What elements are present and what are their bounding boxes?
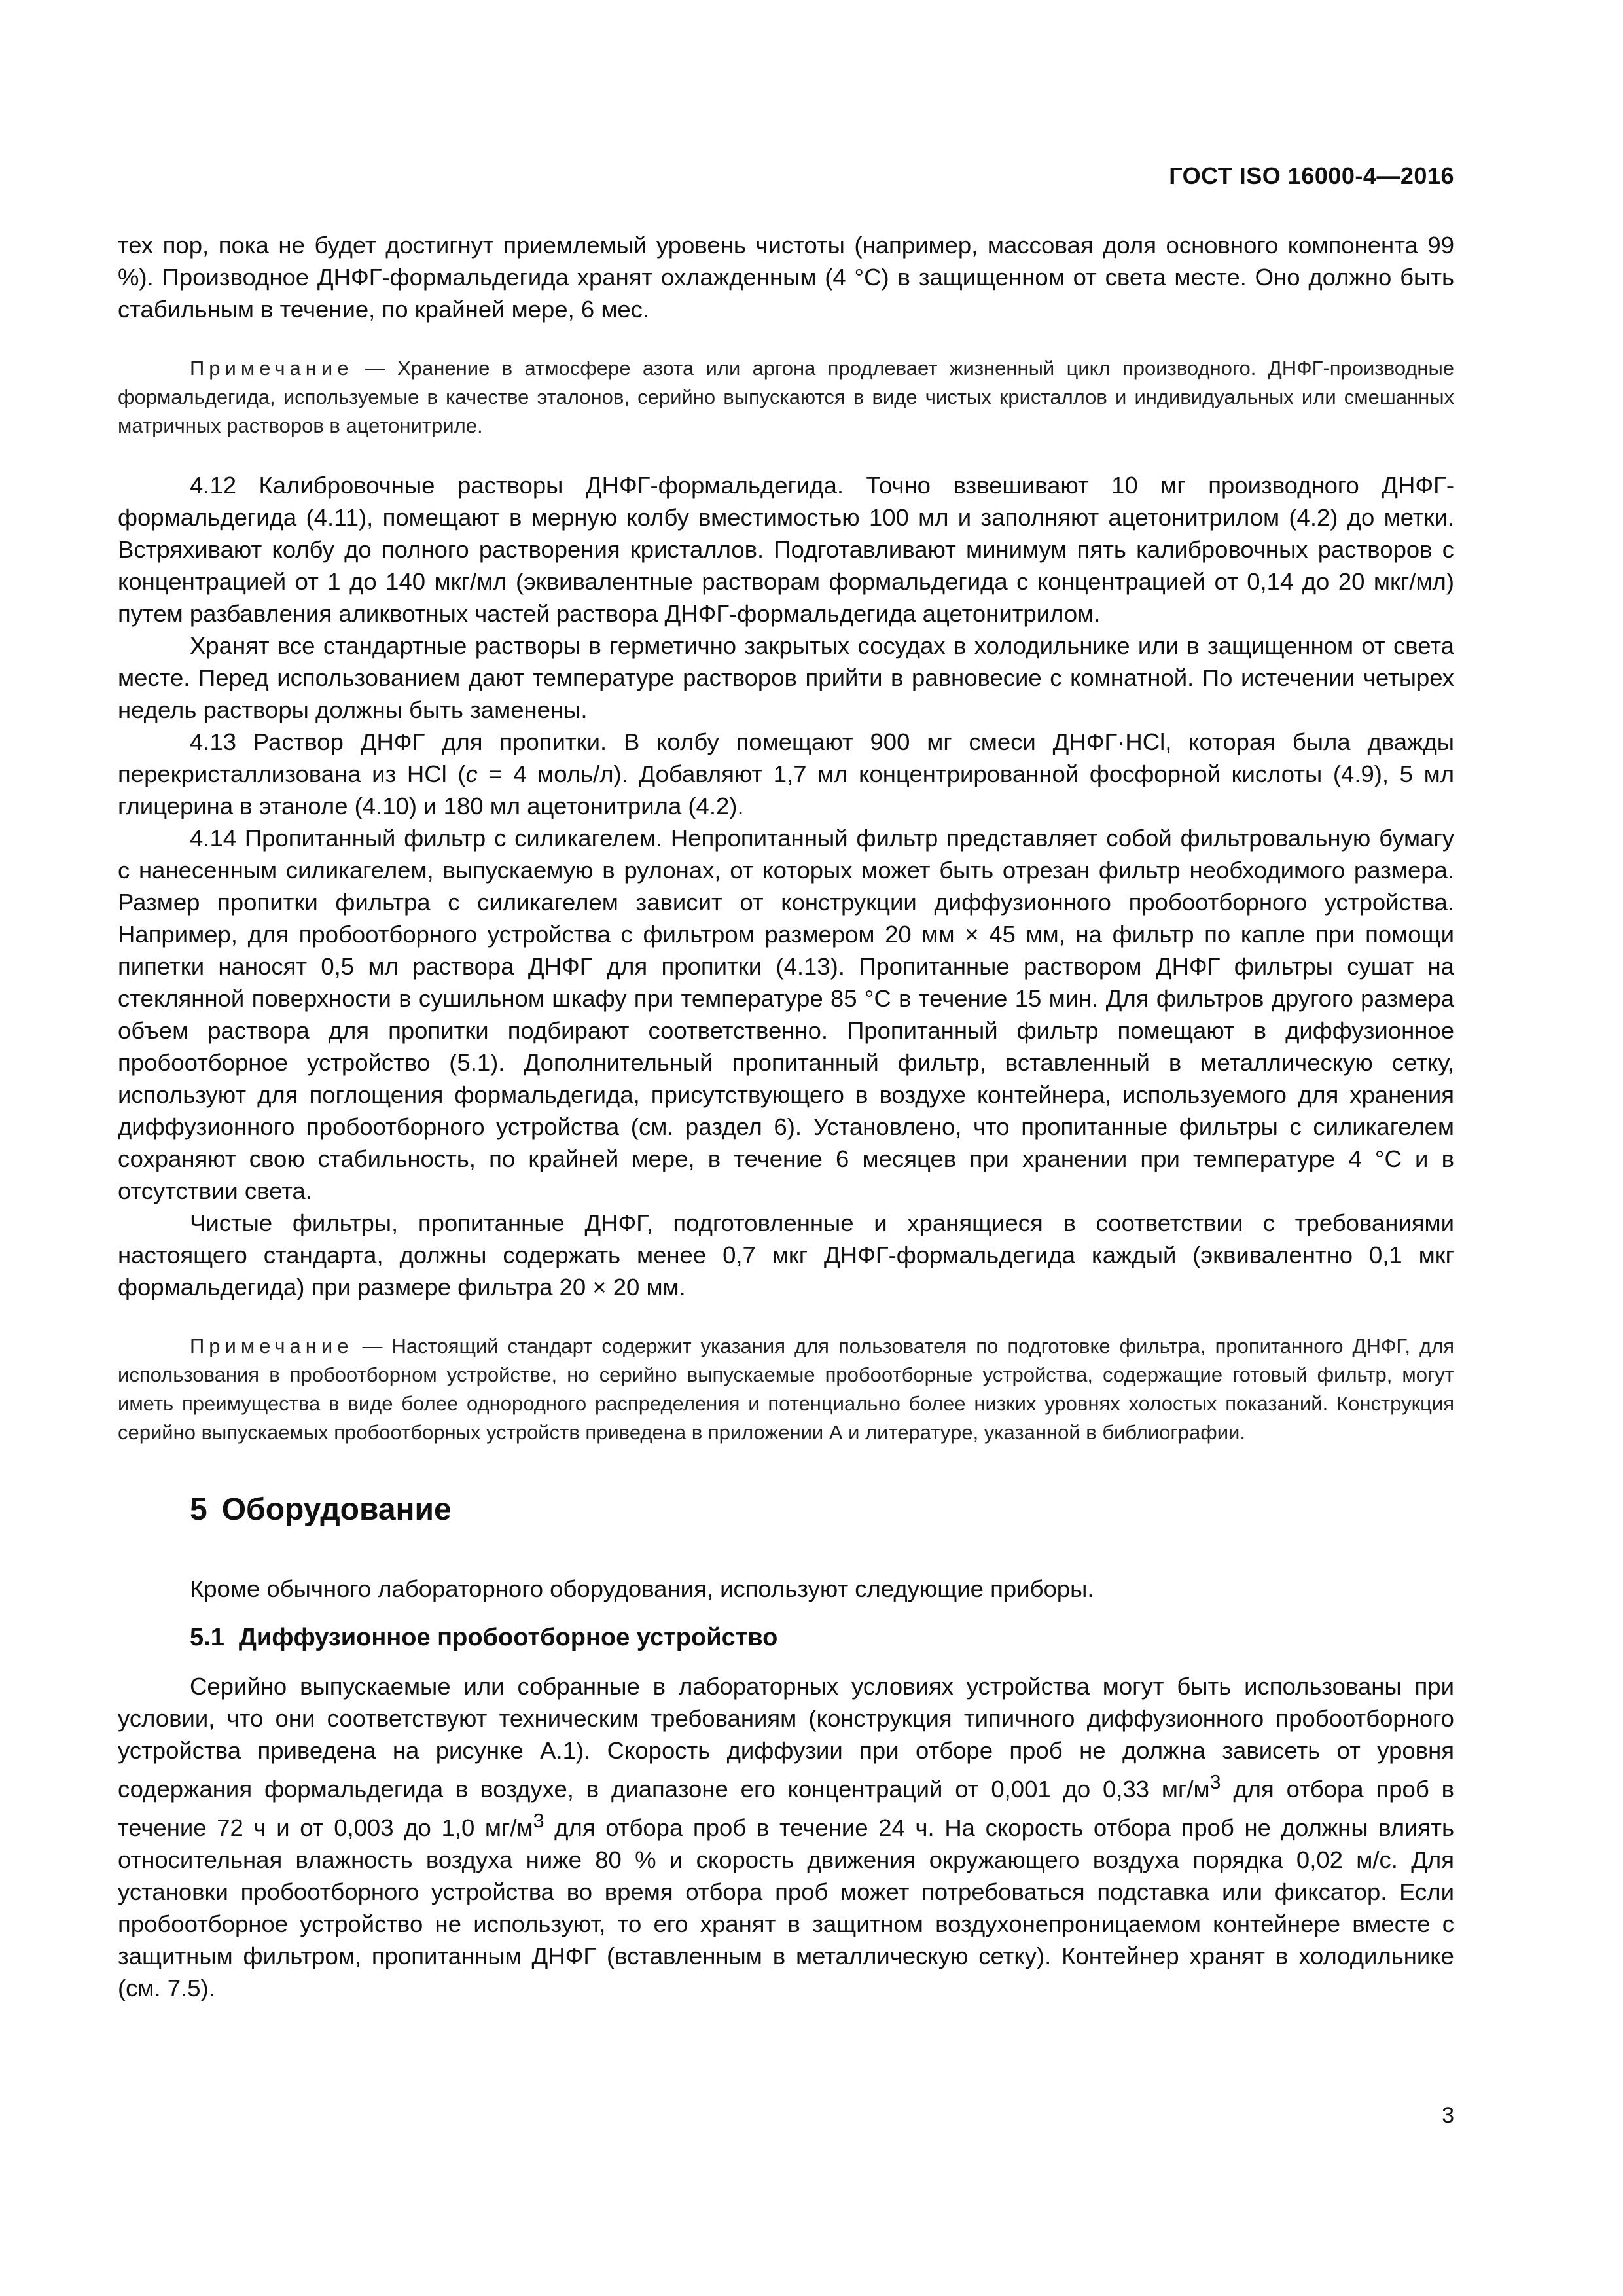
subsection-number: 5.1 — [190, 1624, 224, 1651]
note-2 — [118, 1332, 1454, 1447]
running-header: ГОСТ ISO 16000-4—2016 — [1169, 162, 1454, 189]
section-5-intro: Кроме обычного лабораторного оборудования, используют следующие приборы. — [190, 1575, 1094, 1602]
section-title: Оборудование — [221, 1492, 452, 1527]
page-content — [118, 229, 1454, 2004]
page-number: 3 — [1442, 2103, 1454, 2128]
clause-5-1-text: Серийно выпускаемые или собранные в лабораторных условиях устройства могут быть использованы при условии, что они соответствуют техническим требованиям (конструкция типичного диффузионного пробоотборного устройства приведена на рисунке А.1). Скорость диффузии при отборе проб не должна зависеть от уровня содержания формальдегида в воздухе, в диапазоне его концентраций от 0,001 до 0,33 $мг/м^3$ для отбора проб в течение 72 ч и от 0,003 до 1,0 $мг/м^3$ для отбора проб в течение 24 ч. На скорость отбора проб не должны влиять относительная влажность воздуха ниже 80 % и скорость движения окружающего воздуха порядка 0,02 м/с. Для установки пробоотборного устройства во время отбора проб может потребоваться подставка или фиксатор. Если пробоотборное устройство не используют, то его хранят в защитном воздухонепроницаемом контейнере вместе с защитным фильтром, пропитанным ДНФГ (вставленным в металлическую сетку). Контейнер хранят в холодильнике (см. 7.5). — [118, 1673, 1455, 2002]
note-text: — Хранение в атмосфере азота или аргона продлевает жизненный цикл производного. ДНФГ-производные формальдегида, используемые в качестве эталонов, серийно выпускаются в виде чистых кристаллов и индивидуальных или смешанных матричных растворов в ацетонитриле. — [118, 357, 1454, 437]
section-number: 5 — [190, 1492, 207, 1527]
clause-4-14-blank-filters: Чистые фильтры, пропитанные ДНФГ, подготовленные и хранящиеся в соответствии с требованиями настоящего стандарта, должны содержать менее 0,7 мкг ДНФГ-формальдегида каждый (эквивалентно 0,1 мкг формальдегида) при размере фильтра 20 × 20 мм. — [118, 1210, 1454, 1300]
clause-4-12: 4.12 Калибровочные растворы ДНФГ-формальдегида. Точно взвешивают 10 мг производного ДНФГ-формальдегида (4.11), помещают в мерную колбу вместимостью 100 мл и заполняют ацетонитрилом (4.2) до метки. Встряхивают колбу до полного растворения кристаллов. Подготавливают минимум пять калибровочных растворов с концентрацией от 1 до 140 мкг/мл (эквивалентные растворам формальдегида с концентрацией от 0,14 до 20 мкг/мл) путем разбавления аликвотных частей раствора ДНФГ-формальдегида ацетонитрилом. — [118, 472, 1454, 627]
paragraph-continuation: тех пор, пока не будет достигнут приемлемый уровень чистоты (например, массовая доля основного компонента 99 %). Производное ДНФГ-формальдегида хранят охлажденным (4 °С) в защищенном от света месте. Оно должно быть стабильным в течение, по крайней мере, 6 мес. — [118, 232, 1454, 323]
clause-4-13: 4.13 Раствор ДНФГ для пропитки. В колбу помещают 900 мг смеси ДНФГ·HCl, которая была дважды перекристаллизована из HCl (с = 4 моль/л). Добавляют 1,7 мл концентрированной фосфорной кислоты (4.9), 5 мл глицерина в этаноле (4.10) и 180 мл ацетонитрила (4.2). — [118, 728, 1454, 819]
subsection-5-1-heading — [118, 1621, 1454, 1655]
clause-4-12-storage: Хранят все стандартные растворы в герметично закрытых сосудах в холодильнике или в защищенном от света месте. Перед использованием дают температуре растворов прийти в равновесие с комнатной. По истечении четырех недель растворы должны быть заменены. — [118, 632, 1454, 723]
section-5-heading — [118, 1490, 1454, 1530]
clause-4-14: 4.14 Пропитанный фильтр с силикагелем. Непропитанный фильтр представляет собой фильтровальную бумагу с нанесенным силикагелем, выпускаемую в рулонах, от которых может быть отрезан фильтр необходимого размера. Размер пропитки фильтра с силикагелем зависит от конструкции диффузионного пробоотборного устройства. Например, для пробоотборного устройства с фильтром размером 20 мм × 45 мм, на фильтр по капле при помощи пипетки наносят 0,5 мл раствора ДНФГ для пропитки (4.13). Пропитанные раствором ДНФГ фильтры сушат на стеклянной поверхности в сушильном шкафу при температуре 85 °С в течение 15 мин. Для фильтров другого размера объем раствора для пропитки подбирают соответственно. Пропитанный фильтр помещают в диффузионное пробоотборное устройство (5.1). Дополнительный пропитанный фильтр, вставленный в металлическую сетку, используют для поглощения формальдегида, присутствующего в воздухе контейнера, используемого для хранения диффузионного пробоотборного устройства (см. раздел 6). Установлено, что пропитанные фильтры с силикагелем сохраняют свою стабильность, по крайней мере, в течение 6 месяцев при хранении при температуре 4 °С и в отсутствии света. — [118, 825, 1454, 1204]
document-page — [118, 0, 1454, 2296]
subsection-title: Диффузионное пробоотборное устройство — [238, 1624, 778, 1651]
note-label: Примечание — [190, 1335, 353, 1357]
note-label: Примечание — [190, 357, 353, 380]
note-text: — Настоящий стандарт содержит указания для пользователя по подготовке фильтра, пропитанного ДНФГ, для использования в пробоотборном устройстве, но серийно выпускаемые пробоотборные устройства, содержащие готовый фильтр, могут иметь преимущества в виде более однородного распределения и потенциально более низких уровнях холостых показаний. Конструкция серийно выпускаемых пробоотборных устройств приведена в приложении А и литературе, указанной в библиографии. — [118, 1335, 1454, 1444]
note-1 — [118, 354, 1454, 440]
